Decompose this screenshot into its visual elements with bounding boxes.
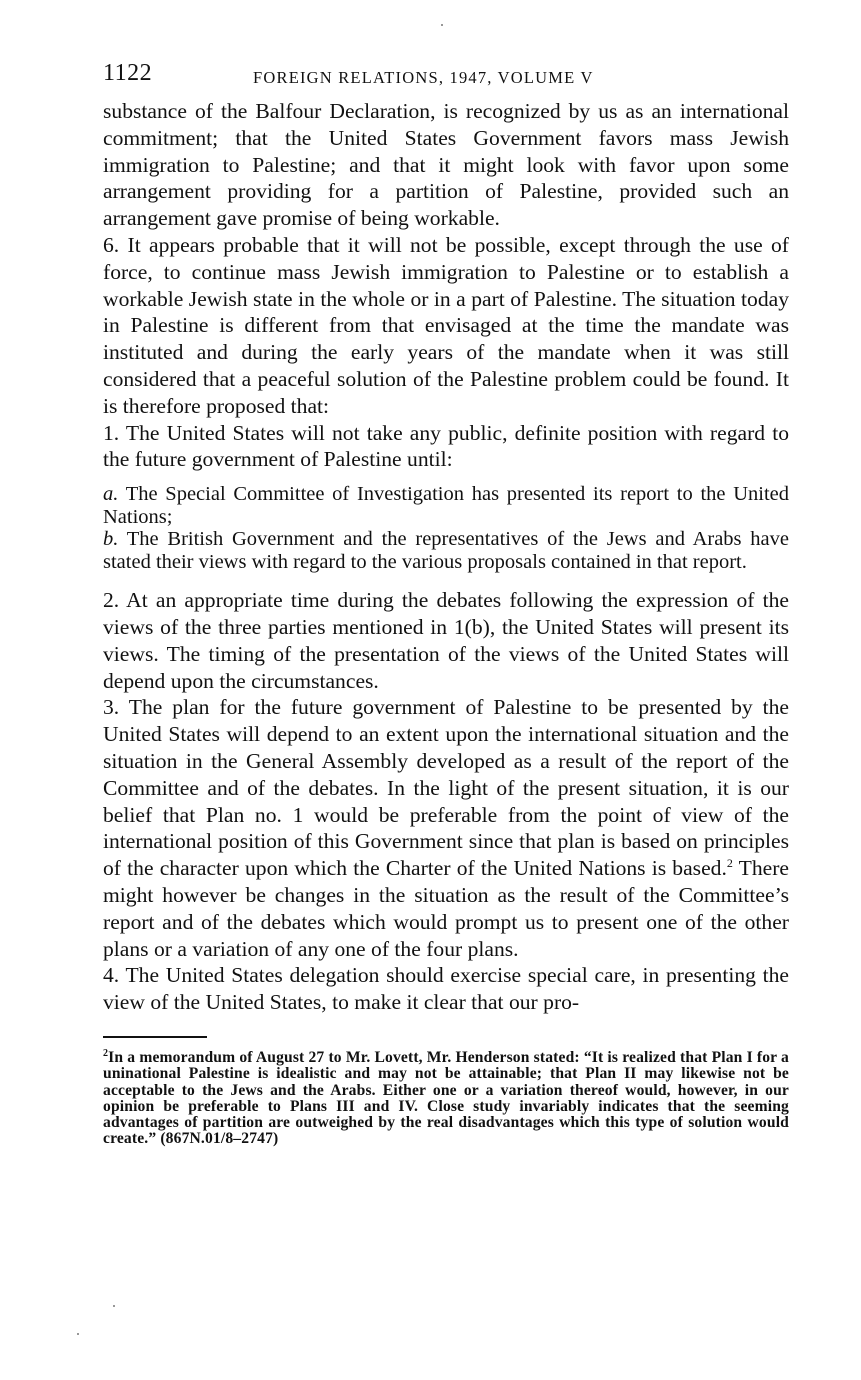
sub-item-b-letter: b. xyxy=(103,528,119,551)
sub-item-a-letter: a. xyxy=(103,483,119,506)
item-3 xyxy=(103,694,789,962)
running-title-text: FOREIGN RELATIONS, 1947, VOLUME V xyxy=(253,68,594,87)
footnote-divider xyxy=(103,1036,207,1038)
item-4: 4. The United States delegation should exercise special care, in presenting the view of the United States, to make it clear that our pro- xyxy=(103,963,789,1015)
item-1: 1. The United States will not take any public, definite position with regard to the future government of Palestine until: xyxy=(103,420,789,472)
paragraph-6: 6. It appears probable that it will not be possible, except through the use of force, to continue mass Jewish immigration to Palestine or to establish a workable Jewish state in the whole or in a part of Palestine. The situation today in Palestine is different from that envisaged at the time the mandate was instituted and during the early years of the mandate when it was still considered that a peaceful solution of the Palestine problem could be found. It is therefore proposed that: xyxy=(103,232,789,418)
footnote-mark: 2 xyxy=(103,1047,109,1059)
footnote-paragraph xyxy=(103,1047,789,1148)
sub-item-b-text: The British Government and the representatives of the Jews and Arabs have stated their views with regard to the various proposals contained in that report. xyxy=(103,528,789,573)
item-3-text-after: There might however be changes in the situation as the result of the Committee’s report and of the debates which would prompt us to present one of the other plans or a variation of any one of the four plans. xyxy=(103,856,790,961)
running-title xyxy=(253,68,594,88)
item-2: 2. At an appropriate time during the debates following the expression of the views of the three parties mentioned in 1(b), the United States will present its views. The timing of the presentation of the views of the United States will depend upon the circumstances. xyxy=(103,588,789,693)
footnote-reference: 2 xyxy=(726,855,733,870)
running-header xyxy=(103,58,789,92)
sub-item-a xyxy=(103,483,789,528)
item-3-text-before: 3. The plan for the future government of Palestine to be presented by the United States will depend to an extent upon the international situation and the situation in the General Assembly developed as a result of the report of the Committee and of the debates. In the light of the present situation, it is our belief that Plan no. 1 would be preferable from the point of view of the international position of this Government since that plan is based on principles of the character upon which the Charter of the United Nations is based. xyxy=(103,695,789,881)
continuation-paragraph: substance of the Balfour Declaration, is recognized by us as an international commitment; that the United States Government favors mass Jewish immigration to Palestine; and that it might look with favor upon some arrangement providing for a partition of Palestine, provided such an arrangement gave promise of being workable. xyxy=(103,99,789,231)
sub-item-b xyxy=(103,528,789,573)
body-text xyxy=(103,98,789,1016)
scan-speck xyxy=(113,1305,115,1307)
scan-speck xyxy=(441,24,443,26)
sub-item-a-text: The Special Committee of Investigation has presented its report to the United Nations; xyxy=(103,483,789,528)
footnote-text: In a memorandum of August 27 to Mr. Lovett, Mr. Henderson stated: “It is realized that Plan I for a uninational Palestine is idealistic and may not be attainable; that Plan II may likewise not be acceptable to the Jews and the Arabs. Either one or a variation thereof would, however, in our opinion be preferable to Plans III and IV. Close study invariably indicates that the seeming advantages of partition are outweighed by the real disadvantages which this type of solution would create.” (867N.01/8–2747) xyxy=(103,1048,789,1148)
document-page xyxy=(103,58,789,1148)
footnote xyxy=(103,1047,789,1148)
sub-list xyxy=(103,483,789,573)
scan-speck xyxy=(77,1333,79,1335)
page-number: 1122 xyxy=(103,60,153,86)
